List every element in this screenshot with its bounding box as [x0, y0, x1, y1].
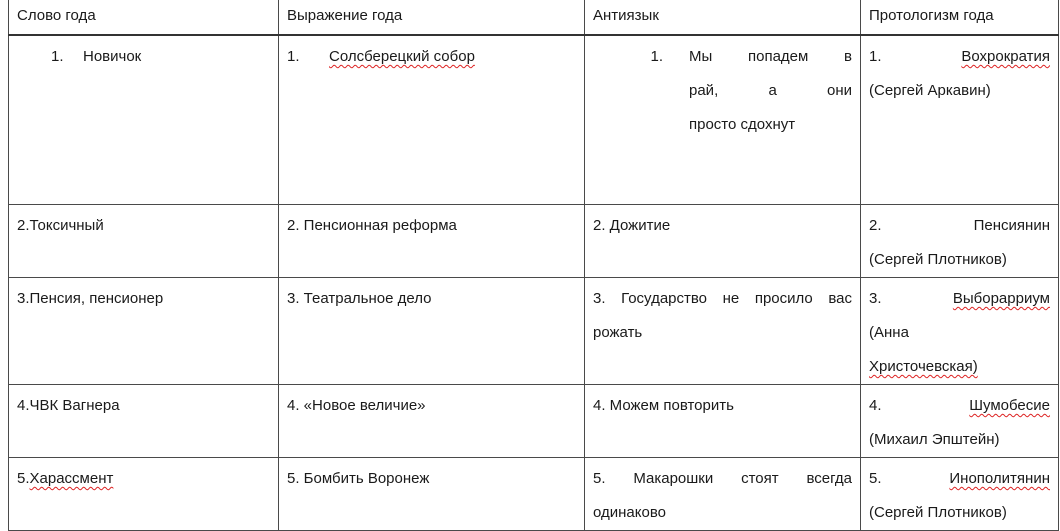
- header-word: Слово года: [9, 0, 279, 35]
- item-number: 4.: [869, 397, 882, 414]
- antilang-line: одинаково: [593, 504, 666, 521]
- antilang-word: в: [844, 48, 852, 65]
- expression-cell: [279, 35, 585, 205]
- header-antilanguage: Антиязык: [585, 0, 861, 35]
- item-number: 2.: [869, 217, 882, 234]
- antilang-line: рожать: [593, 324, 643, 341]
- expression-cell: 4. «Новое величие»: [279, 385, 585, 458]
- protologism-cell: [861, 385, 1059, 458]
- header-protologism: Протологизм года: [861, 0, 1059, 35]
- antilang-word: они: [826, 82, 852, 99]
- word-text: ЧВК Вагнера: [29, 397, 120, 414]
- header-row: [9, 0, 1059, 35]
- item-number: 2.: [17, 217, 30, 234]
- expression-cell: 5. Бомбить Воронеж: [279, 458, 585, 531]
- antilanguage-cell: 2. Дожитие: [585, 205, 861, 278]
- item-number: 1.: [51, 48, 64, 65]
- protologism-author: (Анна: [869, 324, 909, 341]
- protologism-cell: [861, 278, 1059, 385]
- protologism-author: (Сергей Плотников): [869, 504, 1007, 521]
- word-text: Токсичный: [29, 217, 104, 234]
- word-cell: [9, 278, 279, 385]
- protologism-author: Христочевская): [869, 358, 978, 375]
- expression-cell: 3. Театральное дело: [279, 278, 585, 385]
- word-text: Пенсия, пенсионер: [29, 290, 164, 307]
- protologism-word: Вохрократия: [961, 48, 1050, 65]
- protologism-author: (Сергей Аркавин): [869, 82, 991, 99]
- protologism-cell: [861, 35, 1059, 205]
- item-number: 3.: [869, 290, 882, 307]
- protologism-word: Выборарриум: [952, 290, 1050, 307]
- expression-cell: 2. Пенсионная реформа: [279, 205, 585, 278]
- word-text: Харассмент: [29, 470, 114, 487]
- antilanguage-cell: [585, 458, 861, 531]
- protologism-word: Пенсиянин: [973, 217, 1050, 234]
- antilanguage-cell: 4. Можем повторить: [585, 385, 861, 458]
- antilanguage-cell: [585, 278, 861, 385]
- item-number: 1.: [869, 48, 882, 65]
- item-number: 4.: [17, 397, 30, 414]
- antilang-word: рай,: [689, 82, 719, 99]
- protologism-author: (Михаил Эпштейн): [869, 431, 1000, 448]
- word-cell: [9, 205, 279, 278]
- item-number: 5.: [869, 470, 882, 487]
- word-cell: [9, 385, 279, 458]
- antilang-text: 5. Макарошки стоят всегда: [593, 470, 852, 487]
- table-row: [9, 278, 1059, 385]
- words-of-year-table: [8, 0, 1059, 531]
- expression-text: Солсберецкий собор: [329, 48, 475, 65]
- item-number: 3.: [17, 290, 30, 307]
- table-row: [9, 205, 1059, 278]
- antilang-word: попадем: [747, 48, 809, 65]
- antilang-text: 3. Государство не просило вас: [593, 290, 852, 307]
- header-expression: Выражение года: [279, 0, 585, 35]
- table-row: [9, 458, 1059, 531]
- antilang-line: [593, 462, 852, 496]
- antilang-word: Мы: [689, 48, 713, 65]
- item-number: 1.: [650, 48, 663, 65]
- protologism-word: Инополитянин: [949, 470, 1050, 487]
- antilang-line: [593, 282, 852, 316]
- antilang-line: просто сдохнут: [689, 116, 796, 133]
- word-text: Новичок: [83, 48, 142, 65]
- word-cell: [9, 458, 279, 531]
- protologism-author: (Сергей Плотников): [869, 251, 1007, 268]
- table-row: [9, 35, 1059, 205]
- item-number: 1.: [287, 48, 300, 65]
- table-row: [9, 385, 1059, 458]
- word-cell: [9, 35, 279, 205]
- antilanguage-cell: [585, 35, 861, 205]
- protologism-cell: [861, 205, 1059, 278]
- item-number: 5.: [17, 470, 30, 487]
- protologism-word: Шумобесие: [969, 397, 1050, 414]
- antilang-word: а: [768, 82, 777, 99]
- protologism-cell: [861, 458, 1059, 531]
